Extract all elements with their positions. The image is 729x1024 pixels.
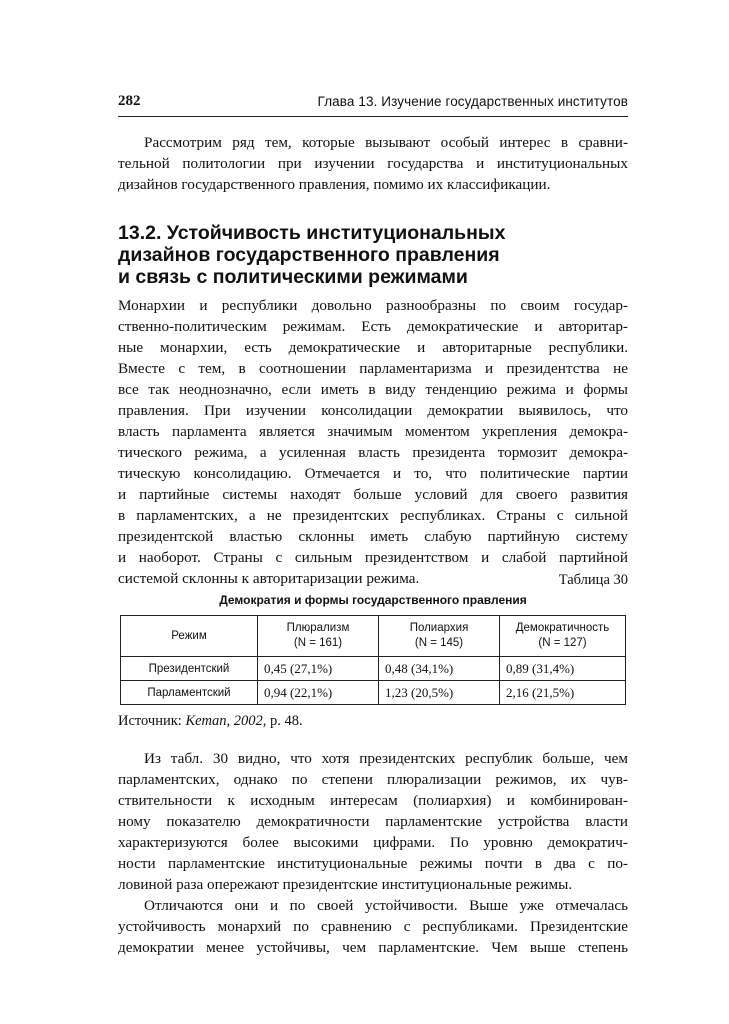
- section-title-line: дизайнов государственного правления: [118, 244, 500, 266]
- text-line: Монархии и республики довольно разнообразны по своим государ-: [118, 297, 628, 314]
- section-heading: [118, 222, 628, 288]
- source-prefix: Источник:: [118, 713, 186, 729]
- text-line: демократии менее устойчивы, чем парламентские. Чем выше степень: [118, 939, 628, 956]
- text-line: Рассмотрим ряд тем, которые вызывают особый интерес в сравни-: [144, 134, 628, 151]
- intro-paragraph: [118, 132, 628, 195]
- text-line: и партийные системы находят больше условий для своего развития: [118, 486, 628, 503]
- text-line: ному показателю демократичности парламентские устройства власти: [118, 813, 628, 830]
- text-line: ности парламентские институциональные режимы почти в два с по-: [118, 855, 628, 872]
- source-author: Keman, 2002: [185, 713, 263, 729]
- text-line: системой склонны к авторитаризации режима.: [118, 570, 420, 587]
- cell-pluralism: 0,45 (27,1%): [258, 657, 379, 681]
- column-header-polyarchy: [379, 616, 500, 657]
- body-paragraph: [118, 295, 628, 589]
- section-title-line: и связь с политическими режимами: [118, 266, 468, 288]
- cell-democraticity: 0,89 (31,4%): [500, 657, 626, 681]
- column-header-label: Режим: [171, 629, 207, 642]
- text-line: президентской властью склонны иметь слабую партийную систему: [118, 528, 628, 545]
- row-label: Президентский: [121, 657, 258, 681]
- text-line: тическую консолидацию. Отмечается и то, что политические партии: [118, 465, 628, 482]
- text-line: Отличаются они и по своей устойчивости. Выше уже отмечалась: [144, 897, 628, 914]
- stability-paragraph: [118, 895, 628, 958]
- text-line: и наоборот. Страны с сильным президентством и слабой партийной: [118, 549, 628, 566]
- table-header-row: [121, 616, 626, 657]
- column-header-regime: [121, 616, 258, 657]
- header-rule: [118, 116, 628, 117]
- column-header-sample: (N = 145): [414, 637, 464, 649]
- text-line: ствительности к исходным интересам (полиархия) и комбинирован-: [118, 792, 628, 809]
- text-line: тельной политологии при изучении государства и институциональных: [118, 155, 628, 172]
- text-line: Из табл. 30 видно, что хотя президентских республик больше, чем: [144, 750, 628, 767]
- text-line: дизайнов государственного правления, помимо их классификации.: [118, 176, 551, 193]
- text-line: власть парламента является значимым моментом укрепления демокра-: [118, 423, 628, 440]
- column-header-label: Демократичность: [515, 622, 610, 634]
- column-header-democraticity: [500, 616, 626, 657]
- text-line: Вместе с тем, в соотношении парламентаризма и президентства не: [118, 360, 628, 377]
- cell-polyarchy: 1,23 (20,5%): [379, 681, 500, 705]
- column-header-pluralism: [258, 616, 379, 657]
- text-line: устойчивость монархий по сравнению с республиками. Президентские: [118, 918, 628, 935]
- table-title: Демократия и формы государственного правления: [219, 593, 527, 607]
- table-number: Таблица 30: [558, 572, 628, 588]
- column-header-sample: (N = 161): [293, 637, 343, 649]
- cell-democraticity: 2,16 (21,5%): [500, 681, 626, 705]
- table-row: [121, 681, 626, 705]
- cell-polyarchy: 0,48 (34,1%): [379, 657, 500, 681]
- text-line: ловиной раза опережают президентские институциональные режимы.: [118, 876, 573, 893]
- text-line: парламентских, однако по степени плюрализации режимов, их чув-: [118, 771, 628, 788]
- data-table: [120, 615, 626, 705]
- text-line: тического режима, а усиленная власть президента тормозит демокра-: [118, 444, 628, 461]
- text-line: характеризуются более высокими цифрами. По уровню демократич-: [118, 834, 628, 851]
- row-label: Парламентский: [121, 681, 258, 705]
- table-row: [121, 657, 626, 681]
- section-title-line: 13.2. Устойчивость институциональных: [118, 222, 506, 244]
- cell-pluralism: 0,94 (22,1%): [258, 681, 379, 705]
- text-line: ные монархии, есть демократические и авторитарные республики.: [118, 339, 628, 356]
- analysis-paragraph: [118, 748, 628, 895]
- column-header-sample: (N = 127): [538, 637, 587, 649]
- page-number: 282: [118, 93, 141, 109]
- column-header-label: Полиархия: [409, 622, 469, 634]
- text-line: правления. При изучении консолидации демократии выявилось, что: [118, 402, 628, 419]
- source-suffix: , p. 48.: [262, 713, 303, 729]
- column-header-label: Плюрализм: [286, 622, 350, 634]
- chapter-title: Глава 13. Изучение государственных институтов: [317, 94, 628, 109]
- text-line: в парламентских, а не президентских республиках. Страны с сильной: [118, 507, 628, 524]
- text-line: все так неоднозначно, если иметь в виду тенденцию режима и формы: [118, 381, 628, 398]
- table-source: [118, 713, 303, 730]
- text-line: ственно-политическим режимам. Есть демократические и авторитар-: [118, 318, 628, 335]
- running-header: [118, 93, 628, 115]
